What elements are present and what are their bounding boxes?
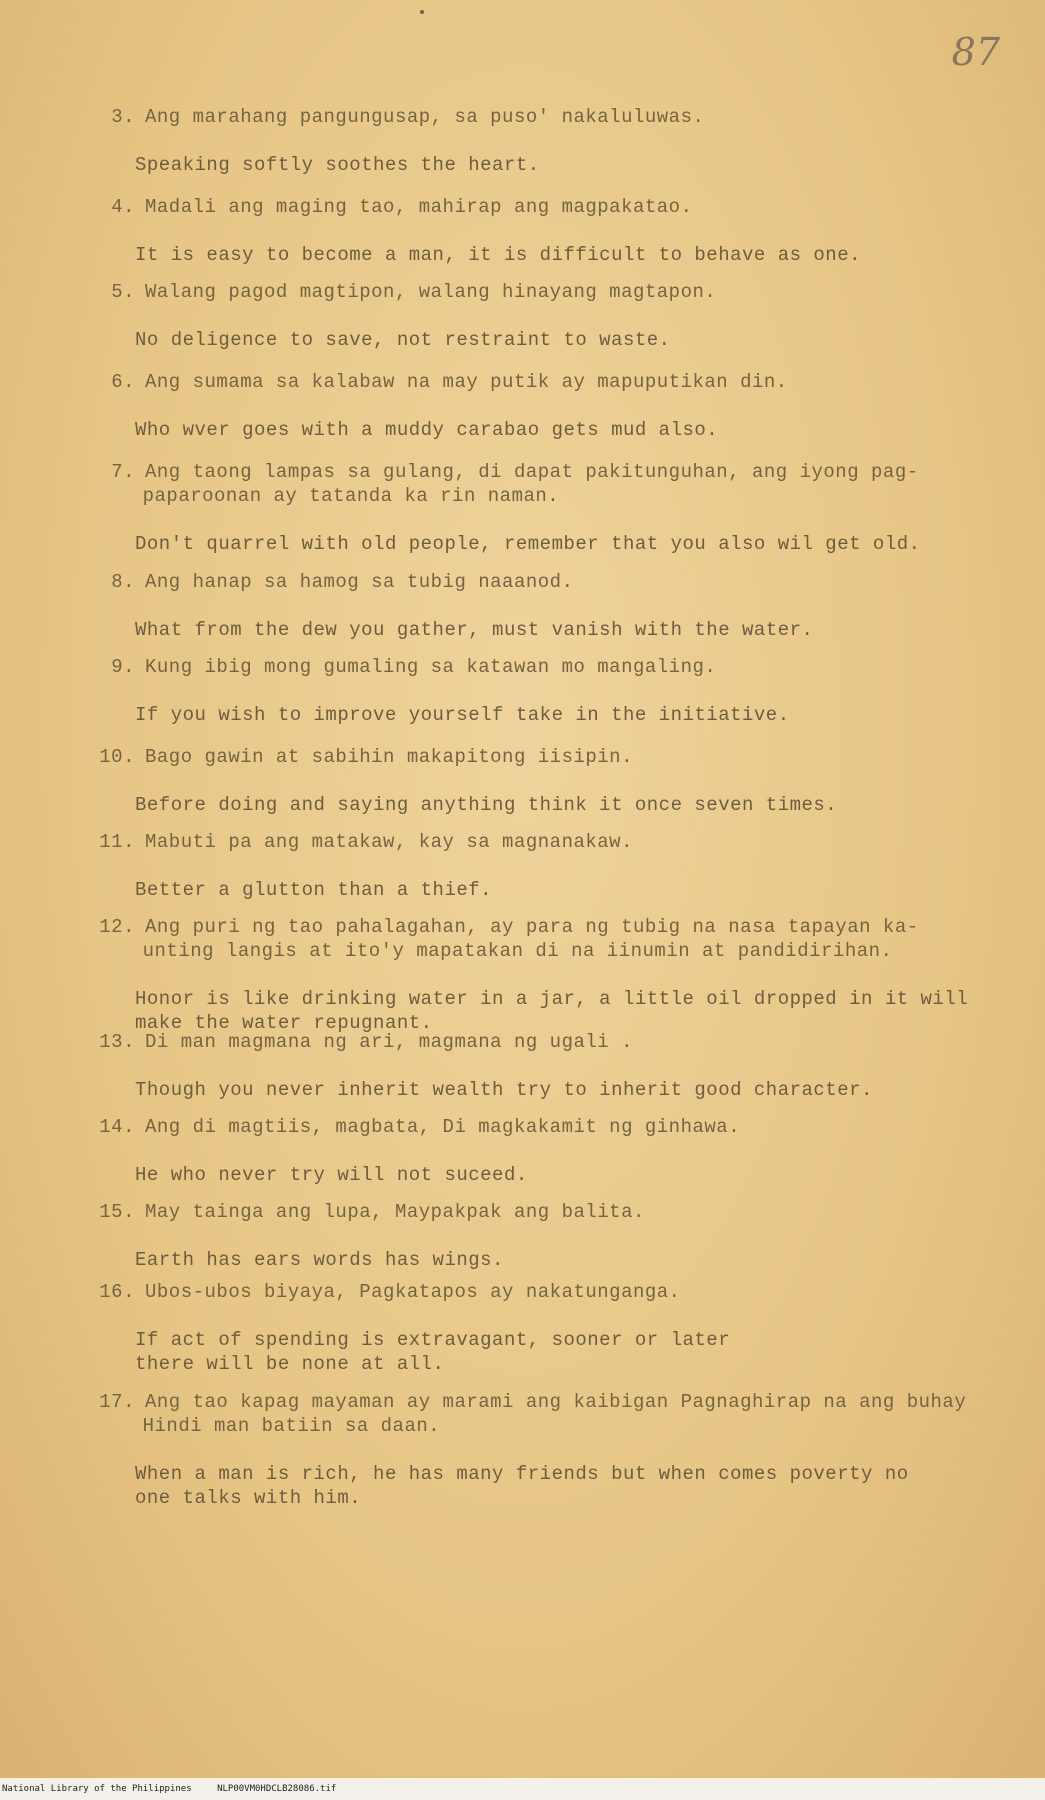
proverb-entry [95, 745, 995, 817]
english-translation: When a man is rich, he has many friends but when comes poverty no one talks with him. [135, 1463, 909, 1509]
proverb-entry [95, 1030, 995, 1102]
english-translation: If act of spending is extravagant, sooner or later there will be none at all. [135, 1329, 731, 1375]
tagalog-text: Ang di magtiis, magbata, Di magkakamit ng ginhawa. [145, 1116, 741, 1138]
tagalog-proverb [95, 655, 995, 679]
proverb-number: 6. [111, 371, 135, 393]
tagalog-proverb [95, 745, 995, 769]
tagalog-text: Ang tao kapag mayaman ay marami ang kaibigan Pagnaghirap na ang buhay Hindi man batiin sa daan. [142, 1391, 967, 1437]
tagalog-text: Ang taong lampas sa gulang, di dapat pakitunguhan, ang iyong pag- paparoonan ay tatanda ka rin naman. [142, 461, 919, 507]
tagalog-proverb [95, 830, 995, 854]
tagalog-text: Walang pagod magtipon, walang hinayang magtapon. [145, 281, 717, 303]
library-name: National Library of the Philippines [2, 1784, 192, 1794]
proverb-number: 5. [111, 281, 135, 303]
proverb-number: 12. [99, 916, 135, 938]
tagalog-proverb [95, 460, 995, 508]
tagalog-proverb [95, 1280, 995, 1304]
tagalog-text: Mabuti pa ang matakaw, kay sa magnanakaw. [145, 831, 633, 853]
tagalog-proverb [95, 1390, 995, 1438]
tagalog-text: Ubos-ubos biyaya, Pagkatapos ay nakatunganga. [145, 1281, 681, 1303]
tagalog-text: Kung ibig mong gumaling sa katawan mo mangaling. [145, 656, 717, 678]
proverb-entry [95, 460, 995, 556]
proverb-entry [95, 830, 995, 902]
proverb-number: 17. [99, 1391, 135, 1413]
file-name: NLP00VM0HDCLB28086.tif [217, 1784, 337, 1794]
proverb-entry [95, 1115, 995, 1187]
tagalog-text: Madali ang maging tao, mahirap ang magpakatao. [145, 196, 693, 218]
proverb-entry [95, 195, 995, 267]
english-translation: Better a glutton than a thief. [135, 879, 493, 901]
proverb-entry [95, 1390, 995, 1510]
tagalog-text: Ang puri ng tao pahalagahan, ay para ng tubig na nasa tapayan ka- unting langis at ito'y mapatakan di na iinumin at pandidirihan. [142, 916, 919, 962]
english-translation: It is easy to become a man, it is difficult to behave as one. [135, 244, 862, 266]
proverb-number: 3. [111, 106, 135, 128]
proverb-entry [95, 570, 995, 642]
tagalog-text: Ang sumama sa kalabaw na may putik ay mapuputikan din. [145, 371, 788, 393]
proverb-number: 10. [99, 746, 135, 768]
proverb-number: 9. [111, 656, 135, 678]
proverb-number: 11. [99, 831, 135, 853]
scan-footer [0, 1778, 1045, 1800]
tagalog-proverb [95, 1030, 995, 1054]
tagalog-proverb [95, 370, 995, 394]
english-translation: Though you never inherit wealth try to inherit good character. [135, 1079, 873, 1101]
english-translation: Don't quarrel with old people, remember that you also wil get old. [135, 533, 921, 555]
tagalog-text: Di man magmana ng ari, magmana ng ugali . [145, 1031, 633, 1053]
english-translation: Earth has ears words has wings. [135, 1249, 504, 1271]
english-translation: If you wish to improve yourself take in the initiative. [135, 704, 790, 726]
tagalog-proverb [95, 915, 995, 963]
tagalog-text: May tainga ang lupa, Maypakpak ang balita. [145, 1201, 645, 1223]
tagalog-text: Ang marahang pangungusap, sa puso' nakaluluwas. [145, 106, 705, 128]
proverb-entry [95, 915, 995, 1035]
proverb-number: 14. [99, 1116, 135, 1138]
proverb-number: 13. [99, 1031, 135, 1053]
proverb-number: 16. [99, 1281, 135, 1303]
english-translation: What from the dew you gather, must vanish with the water. [135, 619, 814, 641]
proverb-number: 8. [111, 571, 135, 593]
proverb-number: 15. [99, 1201, 135, 1223]
english-translation: Honor is like drinking water in a jar, a little oil dropped in it will make the water repugnant. [135, 988, 969, 1034]
english-translation: He who never try will not suceed. [135, 1164, 528, 1186]
ink-dot [420, 10, 424, 14]
tagalog-proverb [95, 280, 995, 304]
tagalog-text: Bago gawin at sabihin makapitong iisipin. [145, 746, 633, 768]
tagalog-proverb [95, 105, 995, 129]
tagalog-proverb [95, 1200, 995, 1224]
proverb-entry [95, 655, 995, 727]
tagalog-proverb [95, 1115, 995, 1139]
english-translation: Speaking softly soothes the heart. [135, 154, 540, 176]
english-translation: No deligence to save, not restraint to waste. [135, 329, 671, 351]
proverb-entry [95, 280, 995, 352]
proverb-entry [95, 105, 995, 177]
proverb-entry [95, 1280, 995, 1376]
proverb-number: 7. [111, 461, 135, 483]
tagalog-proverb [95, 570, 995, 594]
tagalog-proverb [95, 195, 995, 219]
page-number: 87 [951, 30, 1000, 74]
proverb-number: 4. [111, 196, 135, 218]
proverb-entry [95, 370, 995, 442]
tagalog-text: Ang hanap sa hamog sa tubig naaanod. [145, 571, 574, 593]
english-translation: Before doing and saying anything think it once seven times. [135, 794, 838, 816]
proverb-entry [95, 1200, 995, 1272]
english-translation: Who wver goes with a muddy carabao gets mud also. [135, 419, 719, 441]
